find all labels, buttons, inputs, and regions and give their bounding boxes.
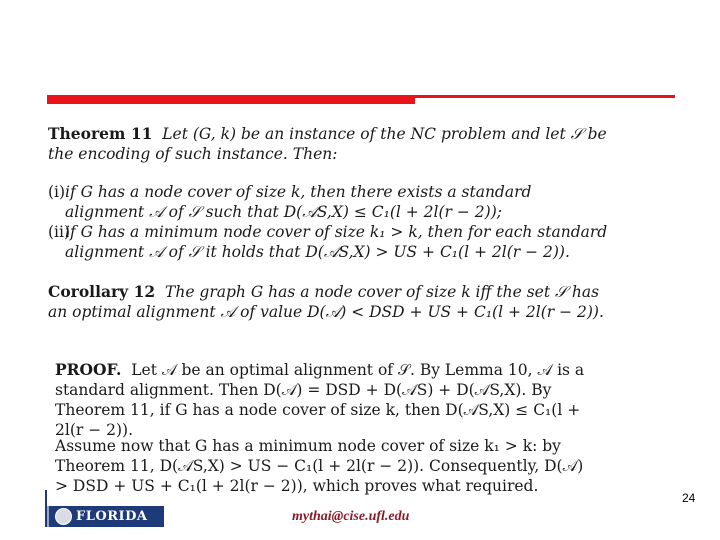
corollary-statement — [48, 282, 608, 322]
proof-label: PROOF. — [55, 360, 122, 379]
theorem-item-i — [48, 182, 608, 222]
theorem-items — [48, 182, 608, 262]
theorem-item-ii — [48, 222, 608, 262]
corollary-label: Corollary 12 — [48, 282, 156, 301]
assume-text: Assume now that G has a minimum node cover of size k₁ > k: by Theorem 11, D(𝒜S,X) > US − C₁(l + 2l(r − 2)). Consequently, D(𝒜) > DSD + US + C₁(l + 2l(r − 2)), which proves what required. — [55, 437, 584, 495]
proof-text: Let 𝒜 be an optimal alignment of 𝒮. By Lemma 10, 𝒜 is a standard alignment. Then D(𝒜) = DSD + D(𝒜S) + D(𝒜S,X). By Theorem 11, if G has a node cover of size k, then D(𝒜S,X) ≤ C₁(l + 2l(r − 2)). — [55, 361, 585, 439]
item-number: (i) — [48, 183, 66, 201]
title-rule-thick — [47, 95, 415, 104]
logo-text: FLORIDA — [76, 509, 148, 524]
item-number: (ii) — [48, 223, 71, 241]
seal-icon — [55, 508, 72, 525]
item-text: if G has a node cover of size k, then there exists a standard alignment 𝒜 of 𝒮 such that D(𝒜S,X) ≤ C₁(l + 2l(r − 2)); — [65, 183, 532, 221]
footer-email: mythai@cise.ufl.edu — [292, 509, 410, 524]
proof-paragraph — [55, 360, 600, 440]
university-logo — [47, 506, 164, 527]
assume-paragraph — [55, 436, 600, 496]
theorem-statement — [48, 124, 608, 164]
theorem-text: Let (G, k) be an instance of the NC problem and let 𝒮 be the encoding of such instance. Then: — [48, 125, 607, 163]
page-number: 24 — [682, 491, 696, 505]
item-text: if G has a minimum node cover of size k₁ > k, then for each standard alignment 𝒜 of 𝒮 it holds that D(𝒜S,X) > US + C₁(l + 2l(r − 2)). — [65, 223, 608, 261]
title-rule-thin — [415, 95, 675, 98]
theorem-label: Theorem 11 — [48, 124, 153, 143]
corollary-text: The graph G has a node cover of size k iff the set 𝒮 has an optimal alignment 𝒜 of value D(𝒜) < DSD + US + C₁(l + 2l(r − 2)). — [48, 283, 604, 321]
